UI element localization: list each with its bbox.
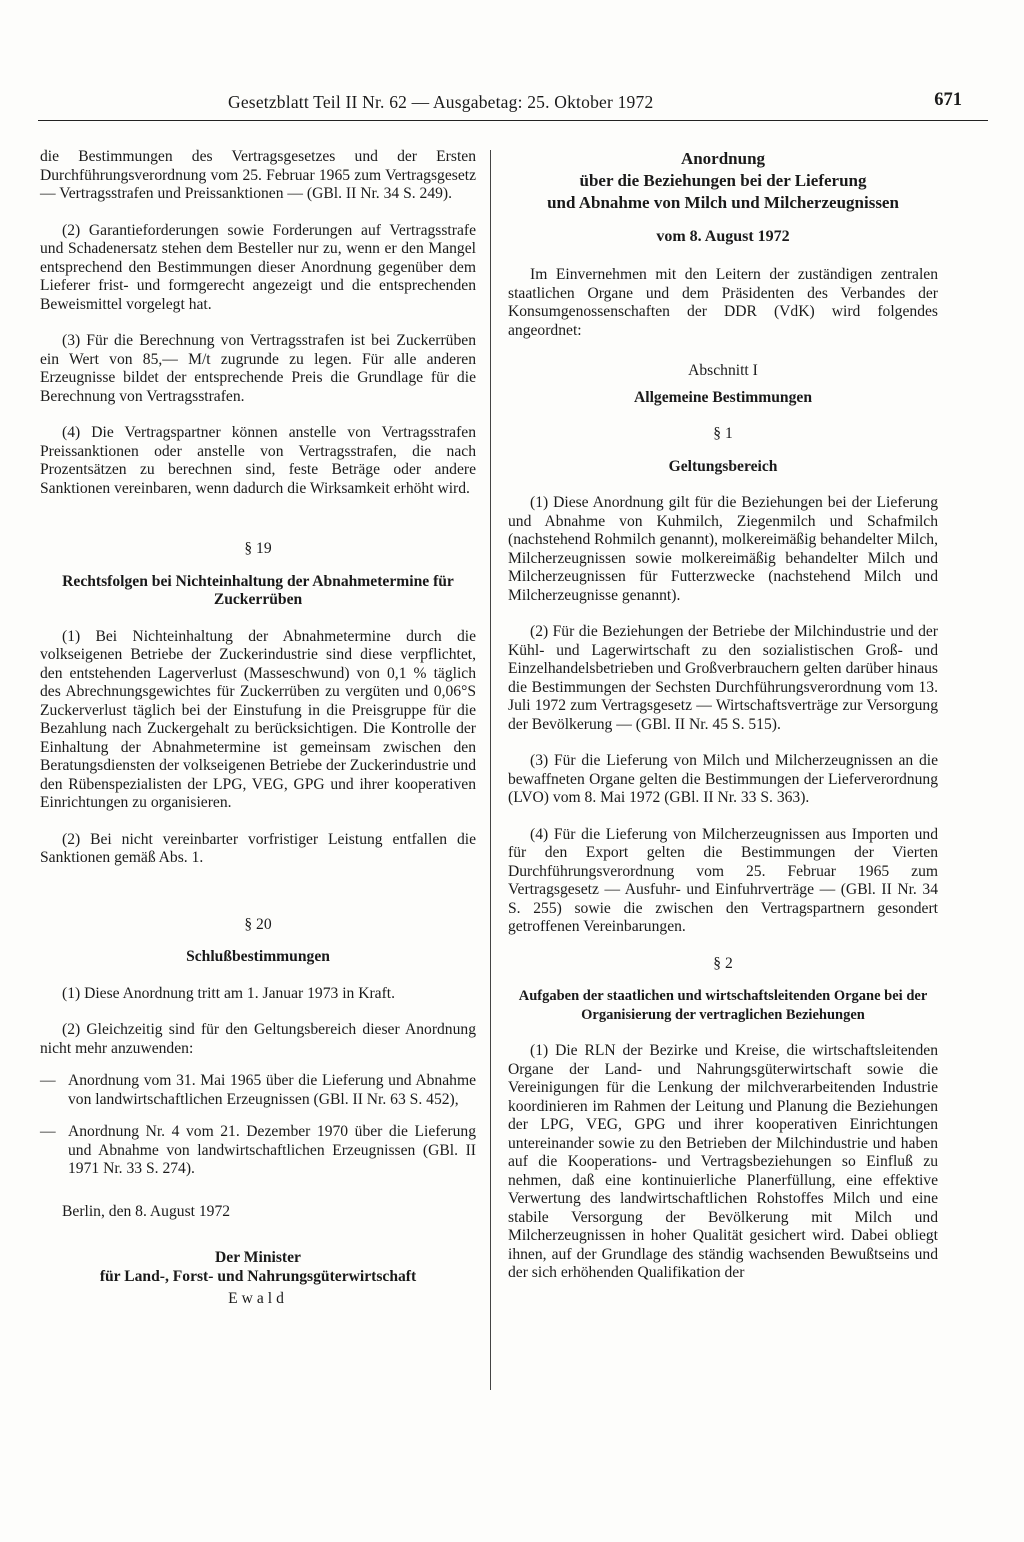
place-date: Berlin, den 8. August 1972 xyxy=(62,1202,231,1220)
paragraph: (3) Für die Berechnung von Vertragsstrafen ist bei Zuckerrüben ein Wert von 85,— M/t zugrunde zu legen. Für alle anderen Erzeugnisse bildet der entsprechende Preis die Grundlage für die Berechnung von Vertragsstrafen. xyxy=(40,332,476,405)
document-subtitle: und Abnahme von Milch und Milcherzeugnissen xyxy=(547,193,899,212)
list-item-text: Anordnung vom 31. Mai 1965 über die Lieferung und Abnahme von landwirtschaftlichen Erzeugnissen (GBl. II Nr. 63 S. 452), xyxy=(68,1072,476,1108)
section-title: Geltungsbereich xyxy=(668,457,778,475)
paragraph: (2) Bei nicht vereinbarter vorfristiger Leistung entfallen die Sanktionen gemäß Abs. 1. xyxy=(40,830,476,866)
right-column xyxy=(508,148,938,1283)
document-title: Anordnung xyxy=(680,149,766,168)
paragraph: (1) Diese Anordnung tritt am 1. Januar 1973 in Kraft. xyxy=(62,984,396,1002)
paragraph: (4) Für die Lieferung von Milcherzeugnissen aus Importen und für den Export gelten die Bestimmungen der Vierten Durchführungsverordnung vom 25. Februar 1965 zum Vertragsgesetz — Ausfuhr- und Einfuhrverträge — (GBl. II Nr. 34 S. 255) sowie die zwischen den Vertragspartnern gesondert getroffenen Vereinbarungen. xyxy=(508,825,938,935)
chapter-title: Allgemeine Bestimmungen xyxy=(633,388,812,406)
document-date: vom 8. August 1972 xyxy=(656,228,790,245)
paragraph: (2) Gleichzeitig sind für den Geltungsbereich dieser Anordnung nicht mehr anzuwenden: xyxy=(40,1021,476,1057)
paragraph: (2) Für die Beziehungen der Betriebe der Milchindustrie und der Kühl- und Lagerwirtschaft zu den sozialistischen Groß- und Einzelhandelsbetrieben und Großverbrauchern gelten darüber hinaus die Bestimmungen der Sechsten Durchführungsverordnung vom 13. Juli 1972 zum Vertragsgesetz — Wirtschaftsverträge zur Versorgung der Bevölkerung — (GBl. II Nr. 45 S. 515). xyxy=(508,623,938,733)
list-item-text: Anordnung Nr. 4 vom 21. Dezember 1970 über die Lieferung und Abnahme von landwirtschaftlichen Erzeugnissen (GBl. II 1971 Nr. 33 S. 274). xyxy=(68,1123,476,1177)
signature-ministry: für Land-, Forst- und Nahrungsgüterwirtschaft xyxy=(99,1267,417,1285)
paragraph: (3) Für die Lieferung von Milch und Milcherzeugnissen an die bewaffneten Organe gelten die Bestimmungen der Lieferverordnung (LVO) vom 8. Mai 1972 (GBl. II Nr. 33 S. 363). xyxy=(508,752,938,806)
paragraph: (1) Bei Nichteinhaltung der Abnahmetermine durch die volkseigenen Betriebe der Zuckerindustrie sind diese verpflichtet, den entstehenden Lagerverlust (Masseschwund) von 0,1 % täglich des Abrechnungsgewichtes für Zuckerrüben zu vergüten und 0,06°S Zuckerverlust täglich bei der Einstufung in die Preisgruppe für die Bezahlung nach Zuckergehalt zu berücksichtigen. Die Kontrolle der Einhaltung der Abnahmetermine ist gemeinsam zwischen den Beratungsdiensten der volkseigenen Betriebe der Zuckerindustrie und den Rübenspezialisten der LPG, VEG, GPG und ihrer kooperativen Einrichtungen zu organisieren. xyxy=(40,627,476,811)
dash-marker: — xyxy=(40,1123,56,1140)
section-title: Aufgaben der staatlichen und wirtschaftsleitenden Organe bei der Organisierung der vertraglichen Beziehungen xyxy=(518,988,928,1023)
column-divider xyxy=(490,150,491,1390)
page-header xyxy=(38,90,988,121)
header-title: Gesetzblatt Teil II Nr. 62 — Ausgabetag: 25. Oktober 1972 xyxy=(228,92,654,112)
list-item xyxy=(40,1123,476,1179)
section-number: § 1 xyxy=(713,425,733,442)
section-title: Schlußbestimmungen xyxy=(186,948,330,965)
dash-marker: — xyxy=(40,1072,56,1089)
paragraph: (2) Garantieforderungen sowie Forderungen auf Vertragsstrafe und Schadenersatz stehen dem Besteller nur zu, wenn er den Mangel entsprechend den Bestimmungen dieser Anordnung gegenüber dem Lieferer frist- und formgerecht angezeigt und die entsprechenden Beweismittel vorgelegt hat. xyxy=(40,221,476,313)
signature-title: Der Minister xyxy=(215,1249,301,1266)
section-number: § 19 xyxy=(244,540,272,557)
section-number: § 20 xyxy=(244,915,272,933)
left-column xyxy=(40,148,476,1309)
section-number: § 2 xyxy=(713,954,733,972)
chapter-number: Abschnitt I xyxy=(688,362,758,379)
signature-name: Ewald xyxy=(228,1290,288,1307)
document-subtitle: über die Beziehungen bei der Lieferung xyxy=(579,171,867,190)
paragraph: (1) Diese Anordnung gilt für die Beziehungen bei der Lieferung und Abnahme von Kuhmilch, Ziegenmilch und Schafmilch (nachstehend Rohmilch genannt), molkereimäßig behandelter Milch, Milcherzeugnissen sowie molkereimäßig behandelter Milch und Milcherzeugnissen für Futterzwecke (nachstehend Milch und Milcherzeugnisse genannt). xyxy=(508,494,938,604)
page-number: 671 xyxy=(934,90,962,110)
paragraph: (4) Die Vertragspartner können anstelle von Vertragsstrafen Preissanktionen oder anstelle von Vertragsstrafen, die nach Prozentsätzen zu berechnen sind, feste Beträge oder andere Sanktionen vereinbaren, wenn dadurch die Wirksamkeit erhöht wird. xyxy=(40,424,476,497)
paragraph: die Bestimmungen des Vertragsgesetzes und der Ersten Durchführungsverordnung vom 25. Februar 1965 zum Vertragsgesetz — Vertragsstrafen und Preissanktionen — (GBl. II Nr. 34 S. 249). xyxy=(40,148,476,202)
list-item xyxy=(40,1072,476,1109)
paragraph: (1) Die RLN der Bezirke und Kreise, die wirtschaftsleitenden Organe der Land- und Nahrungsgüterwirtschaft sowie die Vereinigungen für die Lenkung der milchverarbeitenden Industrie koordinieren im Rahmen der Leitung und Planung die Beziehungen der LPG, VEG, GPG und ihrer kooperativen Einrichtungen untereinander sowie zu den Betrieben der Milchindustrie und haben auf die Kooperations- und Vertragsbeziehungen so Einfluß zu nehmen, daß eine kontinuierliche Planerfüllung, eine effektive Verwertung des landwirtschaftlichen Rohstoffes Milch und eine stabile Versorgung der Bevölkerung mit Milch und Milcherzeugnissen in hoher Qualität gesichert wird. Dabei obliegt ihnen, auf der Grundlage des ständig wachsenden Bewußtseins und der sich erhöhenden Qualifikation der xyxy=(508,1042,938,1281)
section-title: Rechtsfolgen bei Nichteinhaltung der Abnahmetermine für Zuckerrüben xyxy=(62,572,454,608)
paragraph: Im Einvernehmen mit den Leitern der zuständigen zentralen staatlichen Organe und dem Präsidenten des Verbandes der Konsumgenossenschaften der DDR (VdK) wird folgendes angeordnet: xyxy=(508,266,938,339)
